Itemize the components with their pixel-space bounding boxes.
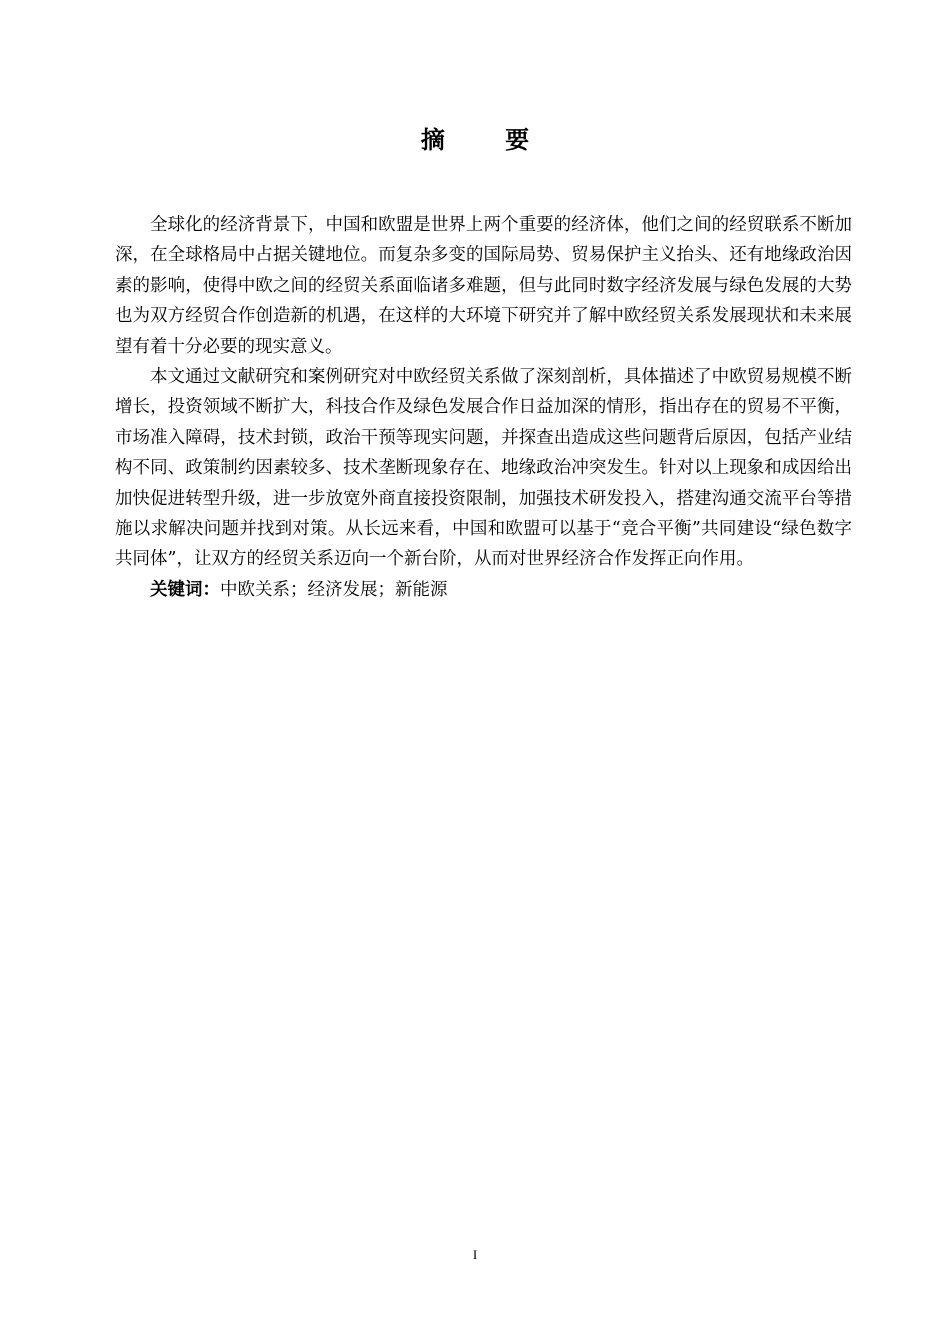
abstract-paragraph-1: 全球化的经济背景下，中国和欧盟是世界上两个重要的经济体，他们之间的经贸联系不断加深，在全球格局中占据关键地位。而复杂多变的国际局势、贸易保护主义抬头、还有地缘政治因素的影响，使得中欧之间的经贸关系面临诸多难题，但与此同时数字经济发展与绿色发展的大势也为双方经贸合作创造新的机遇，在这样的大环境下研究并了解中欧经贸关系发展现状和未来展望有着十分必要的现实意义。 bbox=[115, 215, 852, 357]
keywords-line bbox=[115, 575, 852, 605]
page-number: I bbox=[472, 1247, 478, 1262]
keywords-value: 中欧关系；经济发展；新能源 bbox=[220, 579, 448, 600]
abstract-body bbox=[115, 210, 852, 605]
abstract-paragraph-2: 本文通过文献研究和案例研究对中欧经贸关系做了深刻剖析，具体描述了中欧贸易规模不断增长，投资领域不断扩大，科技合作及绿色发展合作日益加深的情形，指出存在的贸易不平衡，市场准入障碍，技术封锁，政治干预等现实问题，并探查出造成这些问题背后原因，包括产业结构不同、政策制约因素较多、技术垄断现象存在、地缘政治冲突发生。针对以上现象和成因给出加快促进转型升级，进一步放宽外商直接投资限制，加强技术研发投入，搭建沟通交流平台等措施以求解决问题并找到对策。从长远来看，中国和欧盟可以基于“竞合平衡”共同建设“绿色数字共同体”，让双方的经贸关系迈向一个新台阶，从而对世界经济合作发挥正向作用。 bbox=[115, 367, 852, 570]
keywords-label: 关键词： bbox=[150, 579, 220, 600]
page-title: 摘 要 bbox=[420, 126, 556, 154]
